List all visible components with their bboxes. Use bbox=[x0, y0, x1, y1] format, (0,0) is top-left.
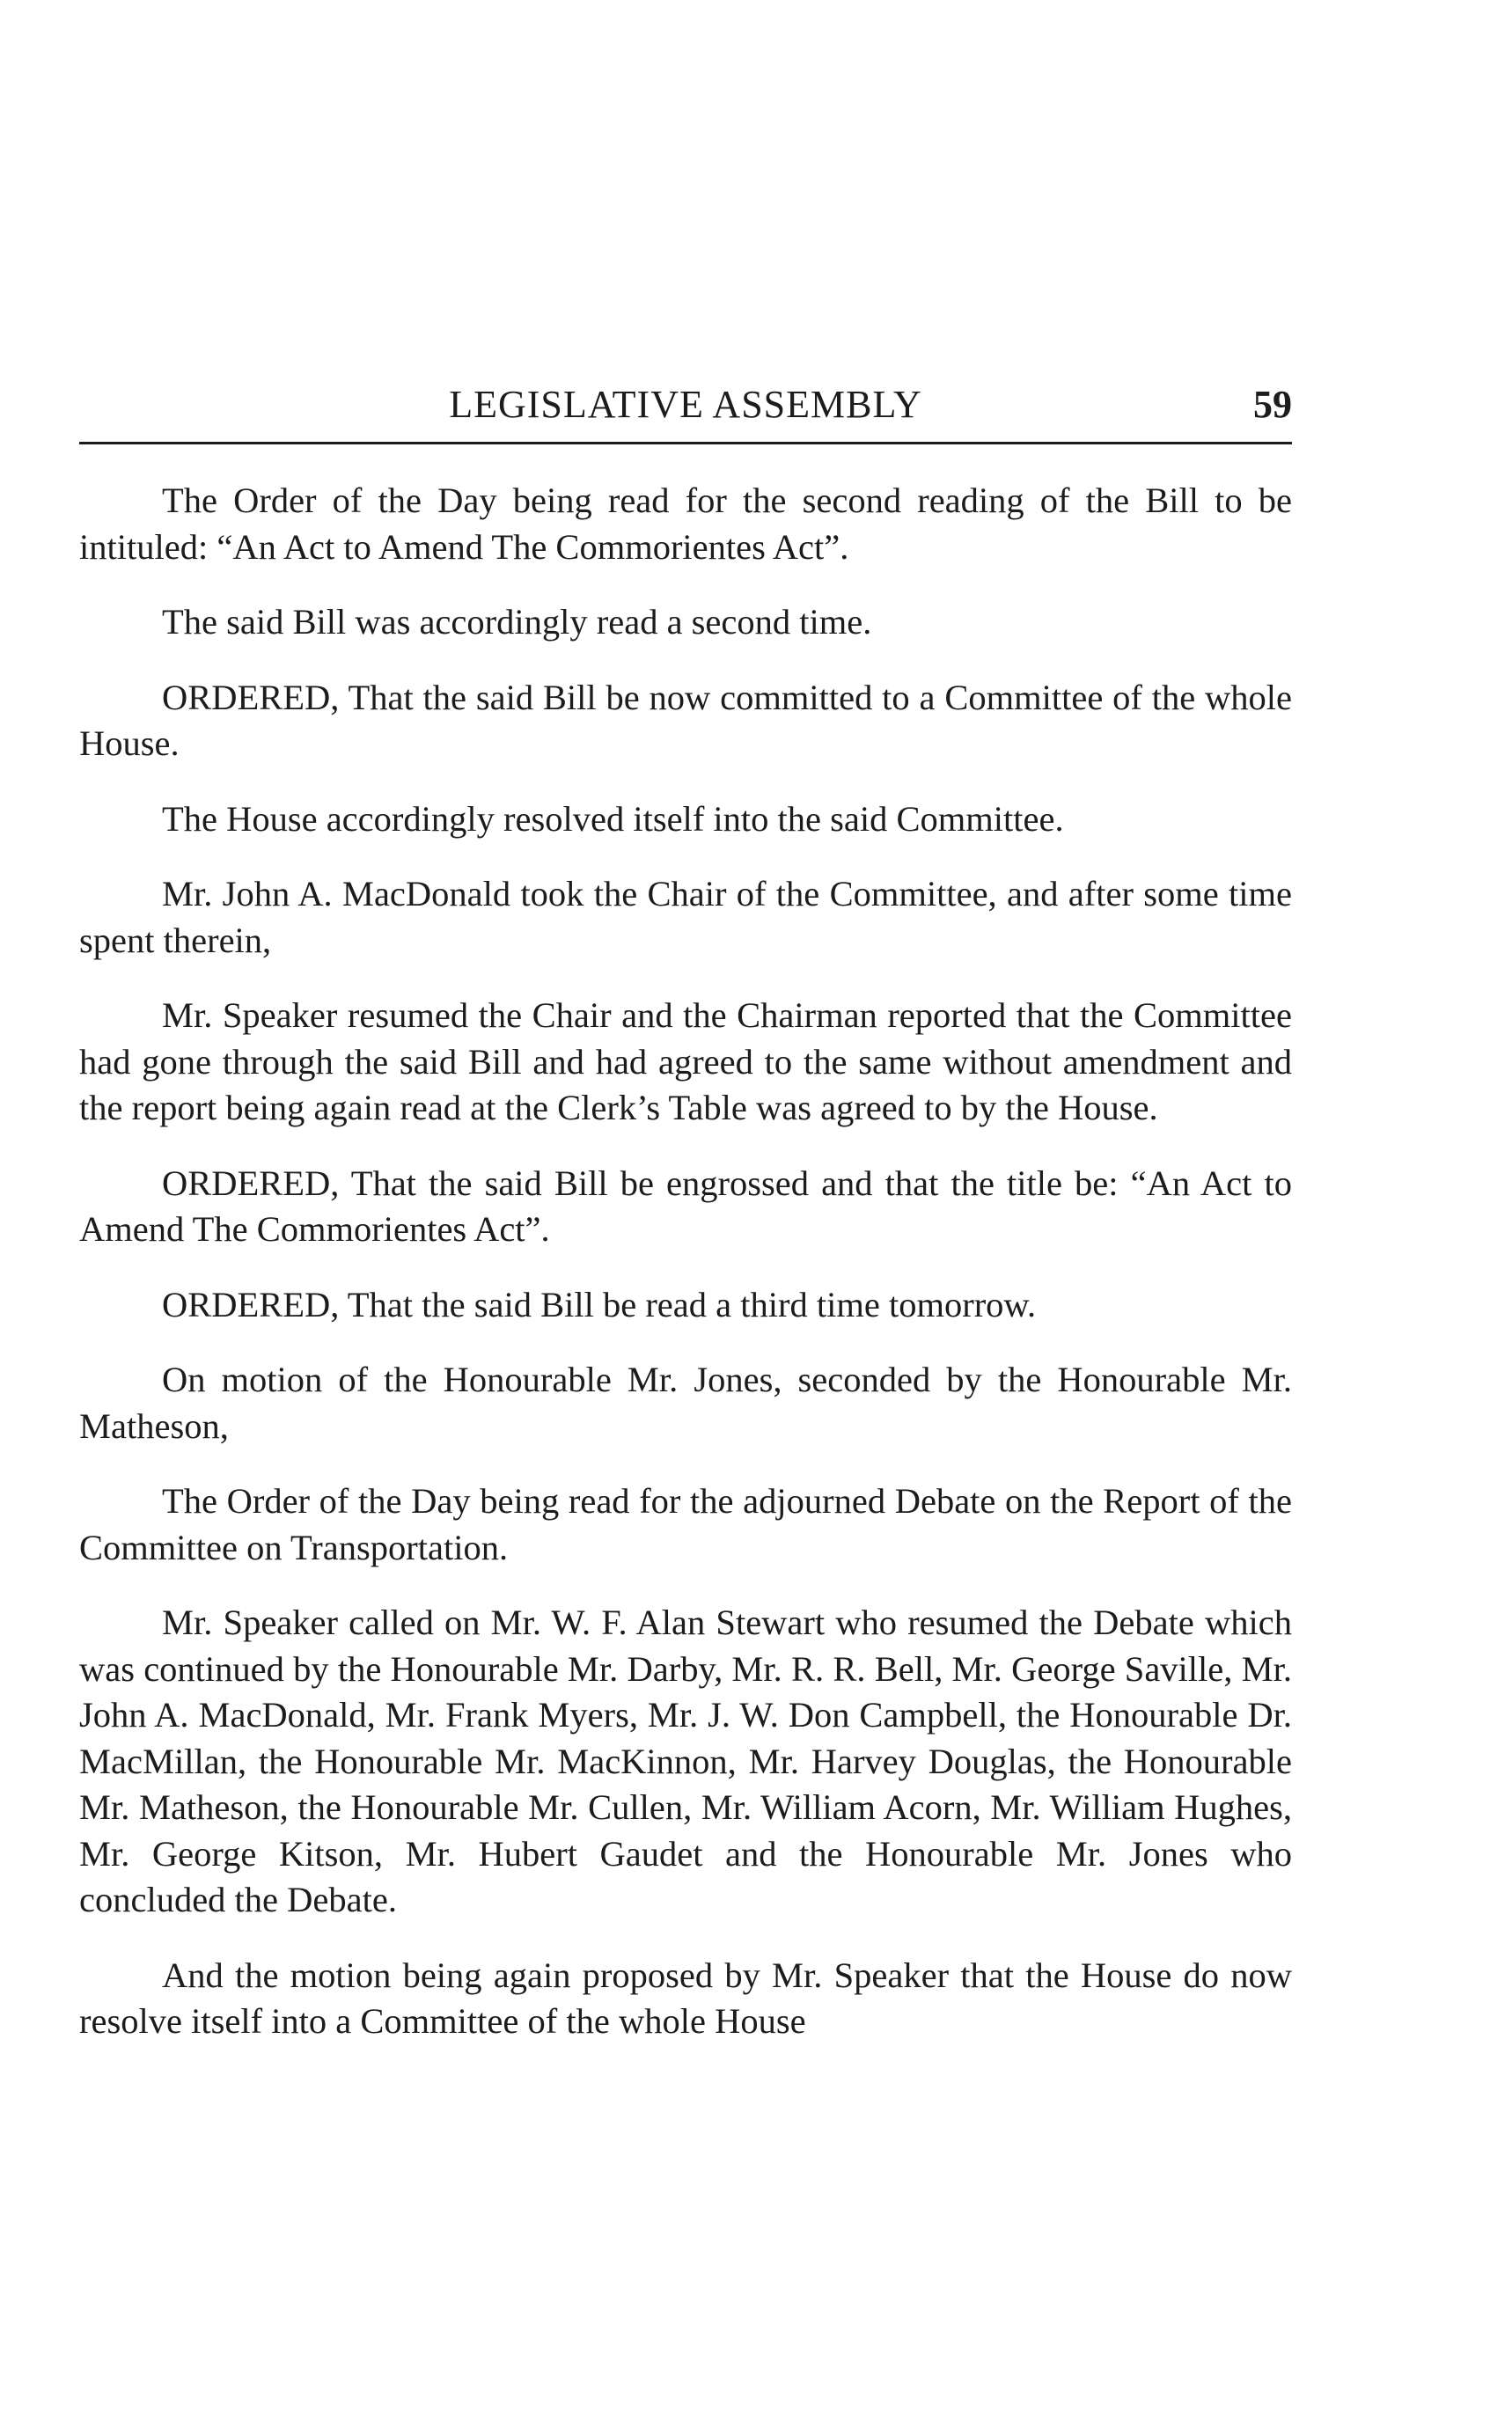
document-page bbox=[79, 0, 1292, 2428]
running-title: LEGISLATIVE ASSEMBLY bbox=[449, 383, 922, 426]
paragraph: The House accordingly resolved itself into the said Committee. bbox=[162, 798, 1064, 839]
paragraph: The Order of the Day being read for the adjourned Debate on the Report of the Committee on Transportation. bbox=[79, 1481, 1292, 1567]
paragraph: ORDERED, That the said Bill be read a third time tomorrow. bbox=[162, 1284, 1037, 1324]
paragraph: The said Bill was accordingly read a second time. bbox=[162, 602, 872, 642]
header-rule bbox=[79, 442, 1292, 444]
paragraph: On motion of the Honourable Mr. Jones, seconded by the Honourable Mr. Matheson, bbox=[79, 1360, 1292, 1446]
paragraph: ORDERED, That the said Bill be engrossed and that the title be: “An Act to Amend The Commorientes Act”. bbox=[79, 1163, 1292, 1249]
paragraph: The Order of the Day being read for the second reading of the Bill to be intituled: “An Act to Amend The Commorientes Act”. bbox=[79, 480, 1292, 567]
body-text bbox=[79, 478, 1292, 2074]
paragraph: And the motion being again proposed by Mr. Speaker that the House do now resolve itself into a Committee of the whole House bbox=[79, 1955, 1292, 2041]
paragraph: ORDERED, That the said Bill be now committed to a Committee of the whole House. bbox=[79, 677, 1292, 763]
paragraph: Mr. Speaker called on Mr. W. F. Alan Stewart who resumed the Debate which was continued by the Honourable Mr. Darby, Mr. R. R. Bell, Mr. George Saville, Mr. John A. MacDonald, Mr. Frank Myers, Mr. J. W. Don Campbell, the Honourable Dr. MacMillan, the Honourable Mr. MacKinnon, Mr. Harvey Douglas, the Honourable Mr. Matheson, the Honourable Mr. Cullen, Mr. William Acorn, Mr. William Hughes, Mr. George Kitson, Mr. Hubert Gaudet and the Honourable Mr. Jones who concluded the Debate. bbox=[79, 1603, 1292, 1919]
running-head bbox=[79, 378, 1292, 431]
page-number: 59 bbox=[1253, 383, 1292, 426]
paragraph: Mr. Speaker resumed the Chair and the Chairman reported that the Committee had gone through the said Bill and had agreed to the same without amendment and the report being again read at the Clerk’s Table was agreed to by the House. bbox=[79, 995, 1292, 1127]
paragraph: Mr. John A. MacDonald took the Chair of the Committee, and after some time spent therein, bbox=[79, 874, 1292, 960]
